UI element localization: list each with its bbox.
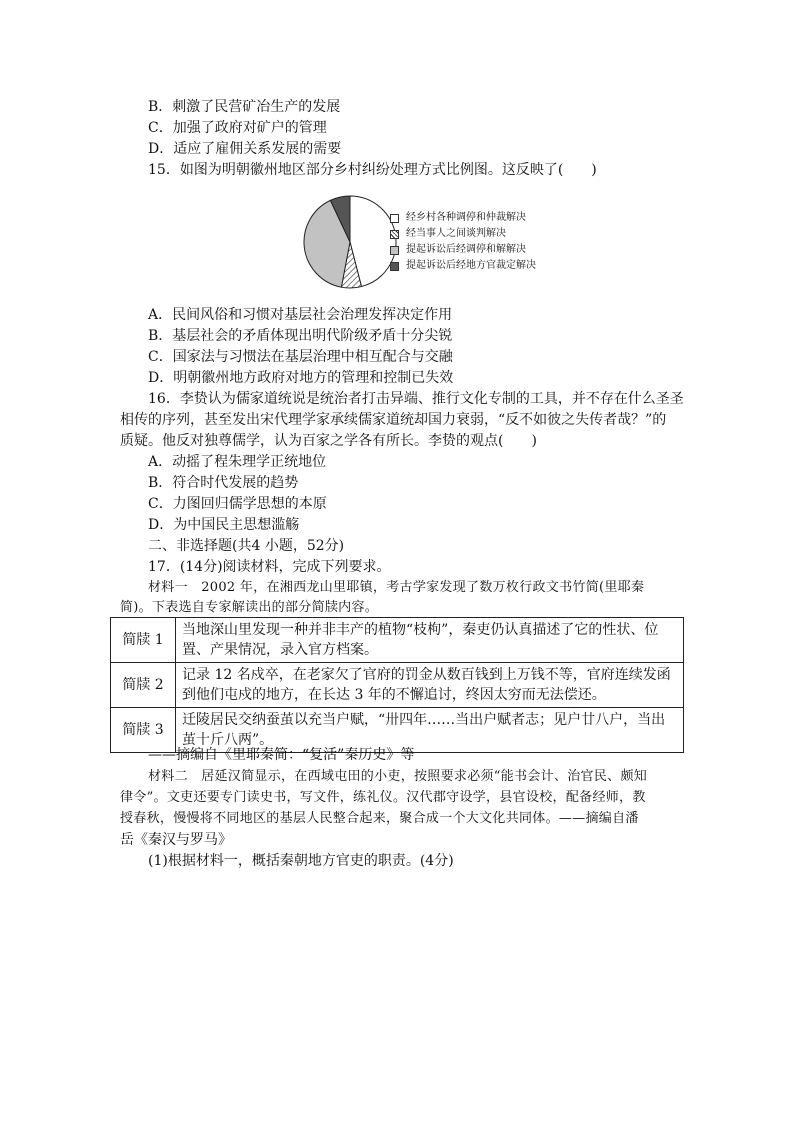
source-citation-1: ——摘编自《里耶秦简：“复活”秦历史》等	[148, 747, 415, 763]
table-row	[111, 618, 684, 663]
legend-label: 提起诉讼后经调停和解解决	[406, 244, 526, 255]
legend-label: 提起诉讼后经地方官裁定解决	[406, 260, 536, 271]
q15-option-d: D．明朝徽州地方政府对地方的管理和控制已失效	[148, 370, 454, 386]
legend-item	[390, 226, 536, 242]
material1-line-1: 材料一 2002 年，在湘西龙山里耶镇，考古学家发现了数万枚行政文书竹简(里耶秦	[148, 580, 645, 595]
material2-line-2: 律令”。文吏还要专门读史书，写文件，练礼仪。汉代郡守设学，县官设校，配备经师，教	[120, 790, 646, 805]
q17-stem: 17．(14分)阅读材料，完成下列要求。	[148, 559, 391, 575]
q14-option-d: D．适应了雇佣关系发展的需要	[148, 141, 342, 157]
q16-option-b: B．符合时代发展的趋势	[148, 475, 299, 491]
material2-line-3: 授春秋，慢慢将不同地区的基层人民整合起来，聚合成一个大文化共同体。——摘编自潘	[120, 811, 639, 826]
legend-swatch	[390, 214, 399, 223]
bamboo-slips-table	[110, 617, 684, 753]
q17-sub-question-1: (1)根据材料一，概括秦朝地方官吏的职责。(4分)	[148, 853, 454, 869]
legend-item	[390, 210, 536, 226]
q16-option-a: A．动摇了程朱理学正统地位	[148, 454, 327, 470]
legend-label: 经乡村各种调停和仲裁解决	[406, 212, 526, 223]
material2-line-4: 岳《秦汉与罗马》	[120, 832, 232, 848]
slip-name: 简牍 1	[111, 618, 176, 663]
q15-option-c: C．国家法与习惯法在基层治理中相互配合与交融	[148, 349, 453, 365]
q14-option-b: B．刺激了民营矿冶生产的发展	[148, 99, 341, 115]
q16-stem-line-2: 相传的序列，甚至发出宋代理学家承续儒家道统却国力衰弱，“反不如彼之失传者哉？”的	[120, 412, 667, 428]
legend-label: 经当事人之间谈判解决	[406, 228, 506, 239]
q16-stem-line-1: 16．李贽认为儒家道统说是统治者打击异端、推行文化专制的工具，并不存在什么圣圣	[148, 391, 684, 407]
legend-item	[390, 258, 536, 274]
pie-chart-svg	[300, 192, 400, 292]
material1-line-2: 简)。下表选自专家解读出的部分简牍内容。	[120, 600, 379, 615]
q15-option-a: A．民间风俗和习惯对基层社会治理发挥决定作用	[148, 307, 453, 323]
pie-legend	[390, 210, 536, 274]
q14-option-c: C．加强了政府对矿户的管理	[148, 120, 327, 136]
material2-line-1: 材料二 居延汉简显示，在西域屯田的小吏，按照要求必须“能书会计、治官民、颇知	[148, 769, 648, 784]
q16-option-d: D．为中国民主思想滥觞	[148, 517, 300, 533]
q16-option-c: C．力图回归儒学思想的本原	[148, 496, 327, 512]
section-heading: 二、非选择题(共4 小题，52分)	[148, 538, 345, 554]
legend-swatch	[390, 262, 399, 271]
q15-option-b: B．基层社会的矛盾体现出明代阶级矛盾十分尖锐	[148, 328, 453, 344]
slip-content: 当地深山里发现一种并非丰产的植物“枝枸”，秦吏仍认真描述了它的性状、位置、产果情况，录入官方档案。	[176, 618, 684, 663]
q15-stem: 15．如图为明朝徽州地区部分乡村纠纷处理方式比例图。这反映了( )	[148, 162, 597, 178]
legend-swatch	[390, 246, 399, 255]
legend-swatch	[390, 230, 399, 239]
table-row	[111, 663, 684, 708]
slip-name: 简牍 3	[111, 708, 176, 753]
legend-item	[390, 242, 536, 258]
slip-name: 简牍 2	[111, 663, 176, 708]
q16-stem-line-3: 质疑。他反对独尊儒学，认为百家之学各有所长。李贽的观点( )	[120, 433, 537, 449]
slip-content: 迁陵居民交纳蚕茧以充当户赋，“卅四年……当出户赋者志；见户廿八户，当出茧十斤八两”。	[176, 708, 684, 753]
slip-content: 记录 12 名戍卒，在老家欠了官府的罚金从数百钱到上万钱不等，官府连续发函到他们屯戍的地方，在长达 3 年的不懈追讨，终因太穷而无法偿还。	[176, 663, 684, 708]
